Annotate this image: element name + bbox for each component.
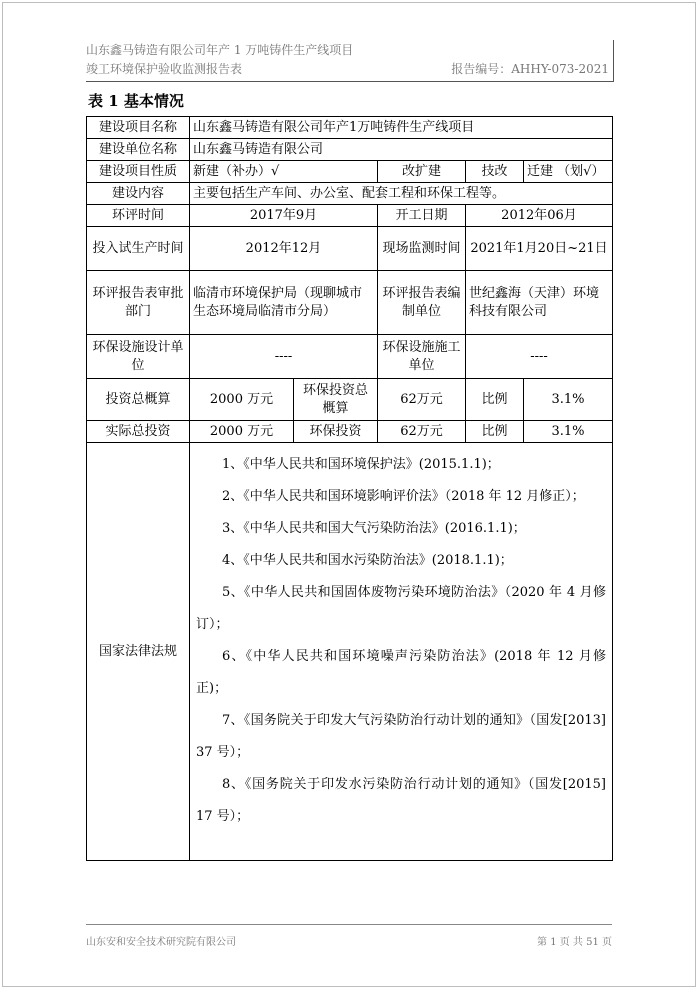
law-item: 4、《中华人民共和国水污染防治法》(2018.1.1)； [222,553,513,568]
nature-expand: 改扩建 [378,161,466,183]
table-row [87,271,613,335]
trial-value: 2012年12月 [190,227,378,271]
basic-info-table [86,116,613,861]
footer-page-number: 第 1 页 共 51 页 [537,937,612,948]
actual-value: 2000 万元 [190,421,294,443]
table-row [87,183,613,205]
approval-label: 环评报告表审批部门 [87,271,190,335]
nature-new: 新建（补办）√ [190,161,378,183]
law-item: 6、《中华人民共和国环境噪声污染防治法》(2018 年 12 月修正)； [196,649,606,696]
start-date-value: 2012年06月 [466,205,613,227]
project-name-label: 建设项目名称 [87,117,190,139]
env-actual-value: 62万元 [378,421,466,443]
env-actual-label: 环保投资 [294,421,378,443]
nature-plan-text: （划√） [557,163,605,179]
budget-value: 2000 万元 [190,379,294,421]
construction-unit-label: 环保设施施工单位 [378,335,466,379]
laws-list [190,443,613,861]
project-name-value: 山东鑫马铸造有限公司年产1万吨铸件生产线项目 [190,117,613,139]
table-row [87,421,613,443]
nature-tech: 技改 [466,161,524,183]
unit-name-label: 建设单位名称 [87,139,190,161]
table-row [87,161,613,183]
law-item: 2、《中华人民共和国环境影响评价法》（2018 年 12 月修正）； [222,489,585,504]
start-date-label: 开工日期 [378,205,466,227]
nature-label: 建设项目性质 [87,161,190,183]
eia-time-label: 环评时间 [87,205,190,227]
actual-label: 实际总投资 [87,421,190,443]
monitor-time-value: 2021年1月20日~21日 [466,227,613,271]
env-budget-label: 环保投资总概算 [294,379,378,421]
nature-relocate [524,161,613,183]
budget-ratio-label: 比例 [466,379,524,421]
construction-unit-value: ---- [466,335,613,379]
table-row [87,379,613,421]
table-row [87,443,613,861]
header-report-type: 竣工环境保护验收监测报告表 [86,62,243,76]
budget-label: 投资总概算 [87,379,190,421]
page-header [86,40,614,82]
design-unit-value: ---- [190,335,378,379]
compiler-label: 环评报告表编制单位 [378,271,466,335]
footer-organization: 山东安和安全技术研究院有限公司 [86,937,236,948]
law-item: 8、《国务院关于印发水污染防治行动计划的通知》（国发[2015] 17 号）； [196,777,606,824]
law-item: 1、《中华人民共和国环境保护法》(2015.1.1)； [222,457,500,472]
actual-ratio-value: 3.1% [524,421,613,443]
monitor-time-label: 现场监测时间 [378,227,466,271]
laws-label: 国家法律法规 [87,443,190,861]
table-row [87,335,613,379]
law-item: 5、《中华人民共和国固体废物污染环境防治法》（2020 年 4 月修订）； [196,585,606,632]
content-value: 主要包括生产车间、办公室、配套工程和环保工程等。 [190,183,613,205]
table-row [87,205,613,227]
compiler-value: 世纪鑫海（天津）环境科技有限公司 [466,271,613,335]
law-item: 7、《国务院关于印发大气污染防治行动计划的通知》（国发[2013] 37 号）； [196,713,606,760]
content-label: 建设内容 [87,183,190,205]
design-unit-label: 环保设施设计单位 [87,335,190,379]
table-row [87,117,613,139]
table-title: 表 1 基本情况 [88,92,184,110]
header-report-code: 报告编号：AHHY-073-2021 [451,62,609,76]
table-row [87,227,613,271]
env-budget-value: 62万元 [378,379,466,421]
trial-label: 投入试生产时间 [87,227,190,271]
approval-value: 临清市环境保护局（现聊城市生态环境局临清市分局） [190,271,378,335]
table-row [87,139,613,161]
actual-ratio-label: 比例 [466,421,524,443]
header-project-title: 山东鑫马铸造有限公司年产 1 万吨铸件生产线项目 [86,43,354,57]
law-item: 3、《中华人民共和国大气污染防治法》(2016.1.1)； [222,521,526,536]
footer-divider [86,924,612,925]
budget-ratio-value: 3.1% [524,379,613,421]
unit-name-value: 山东鑫马铸造有限公司 [190,139,613,161]
nature-relocate-text: 迁建 [527,163,554,179]
eia-time-value: 2017年9月 [190,205,378,227]
